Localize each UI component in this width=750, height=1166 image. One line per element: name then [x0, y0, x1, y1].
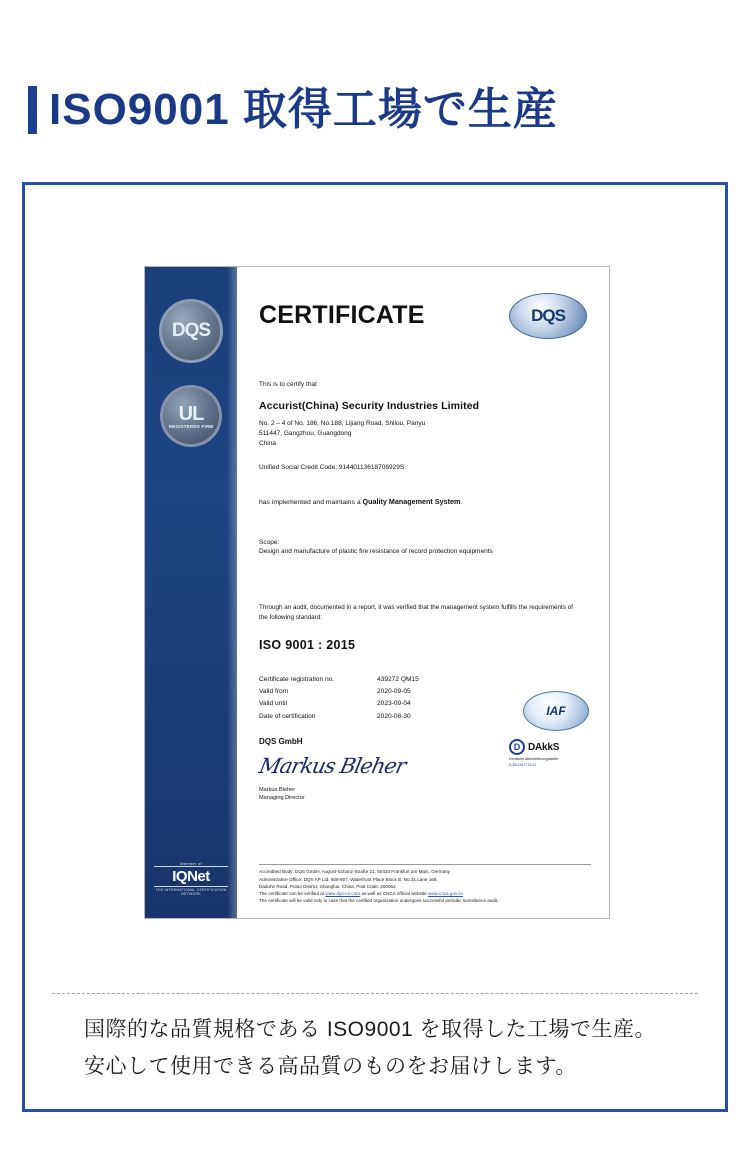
dakks-logo-icon: [509, 739, 595, 755]
table-row: [259, 674, 474, 686]
scope-label: Scope:: [259, 538, 280, 546]
dakks-accreditation-mark: [509, 739, 595, 767]
certificate-title: CERTIFICATE: [259, 301, 425, 329]
accreditation-footer: [259, 864, 591, 904]
unified-social-credit-code: Unified Social Credit Code: 91440113618706929S: [259, 463, 405, 471]
address-line-3: China: [259, 439, 276, 447]
verification-line: [259, 890, 591, 897]
valid-until-label: Valid until: [259, 700, 288, 708]
dakks-code: D-ZM-15477-01-01: [509, 762, 537, 767]
iaf-accreditation-icon: IAF: [523, 691, 589, 731]
valid-from-value: 2020-09-05: [377, 688, 411, 696]
caption-line-2: 安心して使用できる高品質のものをお届けします。: [84, 1054, 577, 1078]
date-of-certification-label: Date of certification: [259, 712, 316, 720]
dakks-wordmark: DAkkS: [528, 741, 560, 753]
address-line-2: 511447, Gangzhou, Guangdong: [259, 430, 352, 438]
issuer-name: DQS GmbH: [259, 736, 303, 746]
company-address: [259, 419, 583, 448]
certificate-image: [144, 266, 610, 919]
standard-name: ISO 9001 : 2015: [259, 638, 356, 653]
accredited-body-line: Accredited Body: DQS GmbH, August-Schanz-Straße 21, 60433 Frankfurt am Main, Germany: [259, 869, 450, 875]
audit-statement: Through an audit, documented in a report, it was verified that the management system fulfills the requirements of the following standard:: [259, 604, 573, 621]
date-of-certification-value: 2020-08-30: [377, 712, 411, 720]
signatory-block: [259, 786, 583, 803]
admin-office-line-2: Daduhe Road, Putuo District, Shanghai, China, Post Code: 200062: [259, 883, 396, 889]
ul-seal-initials: UL: [178, 402, 204, 425]
page-heading: [0, 86, 750, 134]
valid-until-value: 2023-09-04: [377, 700, 411, 708]
page-title: ISO9001 取得工場で生産: [49, 85, 558, 134]
statement-suffix: .: [460, 498, 463, 506]
certified-company-name: Accurist(China) Security Industries Limited: [259, 400, 480, 413]
verification-prefix: The certificate can be verified at: [259, 890, 326, 896]
registration-details: [259, 674, 474, 723]
signatory-role: Managing Director: [259, 795, 305, 802]
caption-block: [84, 1012, 684, 1086]
management-system-statement: [259, 497, 583, 506]
caption-line-1: 国際的な品質規格である ISO9001 を取得した工場で生産。: [84, 1018, 657, 1041]
heading-accent-bar: [28, 86, 37, 134]
iqnet-wordmark: IQNet: [154, 866, 228, 887]
ul-registered-firm-seal-icon: [160, 385, 222, 447]
table-row: [259, 698, 474, 710]
statement-system-name: Quality Management System: [362, 496, 461, 506]
dqs-seal-icon: DQS: [159, 299, 223, 363]
scope-text: Design and manufacture of plastic fire resistance of record protection equipments: [259, 548, 493, 556]
verification-mid: as well as CNCA official website: [360, 890, 428, 896]
dashed-divider: [52, 993, 698, 994]
dqs-verify-link[interactable]: www.dqs-cn.com: [325, 890, 361, 896]
scope-block: [259, 538, 583, 558]
signature-graphic: Markus Bleher: [257, 753, 408, 778]
certificate-intro-text: This is to certify that: [259, 381, 317, 388]
admin-office-line-1: Administrative Office: DQS AP Ltd, 806-907, Waterfront Place Block E, No.31,Lane 168,: [259, 876, 438, 882]
dakks-subtitle: Deutsche Akkreditierungsstelle: [509, 757, 559, 761]
cnca-verify-link[interactable]: www.cnca.gov.cn: [427, 890, 464, 896]
address-line-1: No. 2 – 4 of No. 186, No.188, Lijiang Road, Shilou, Panyu: [259, 420, 426, 428]
iqnet-network-label: THE INTERNATIONAL CERTIFICATION NETWORK: [155, 888, 227, 896]
dakks-letter: D: [509, 739, 525, 755]
table-row: [259, 711, 474, 723]
registration-no-label: Certificate registration no.: [259, 676, 335, 684]
signatory-name: Markus Bleher: [259, 786, 296, 793]
certificate-body: [237, 267, 609, 918]
valid-from-label: Valid from: [259, 688, 289, 696]
table-row: [259, 686, 474, 698]
ul-seal-subtext: REGISTERED FIRM: [168, 423, 214, 429]
validity-note: The certificate will be valid only in case that the certified organization undergoes successful periodic surveilance audit.: [259, 897, 499, 903]
registration-no-value: 439272 QM15: [377, 676, 419, 684]
iqnet-member-label: Member of: [180, 861, 202, 866]
dqs-logo-icon: DQS: [509, 293, 587, 339]
statement-prefix: has implemented and maintains a: [259, 498, 363, 506]
iqnet-logo-icon: [154, 861, 228, 896]
certificate-side-band: [145, 267, 237, 918]
